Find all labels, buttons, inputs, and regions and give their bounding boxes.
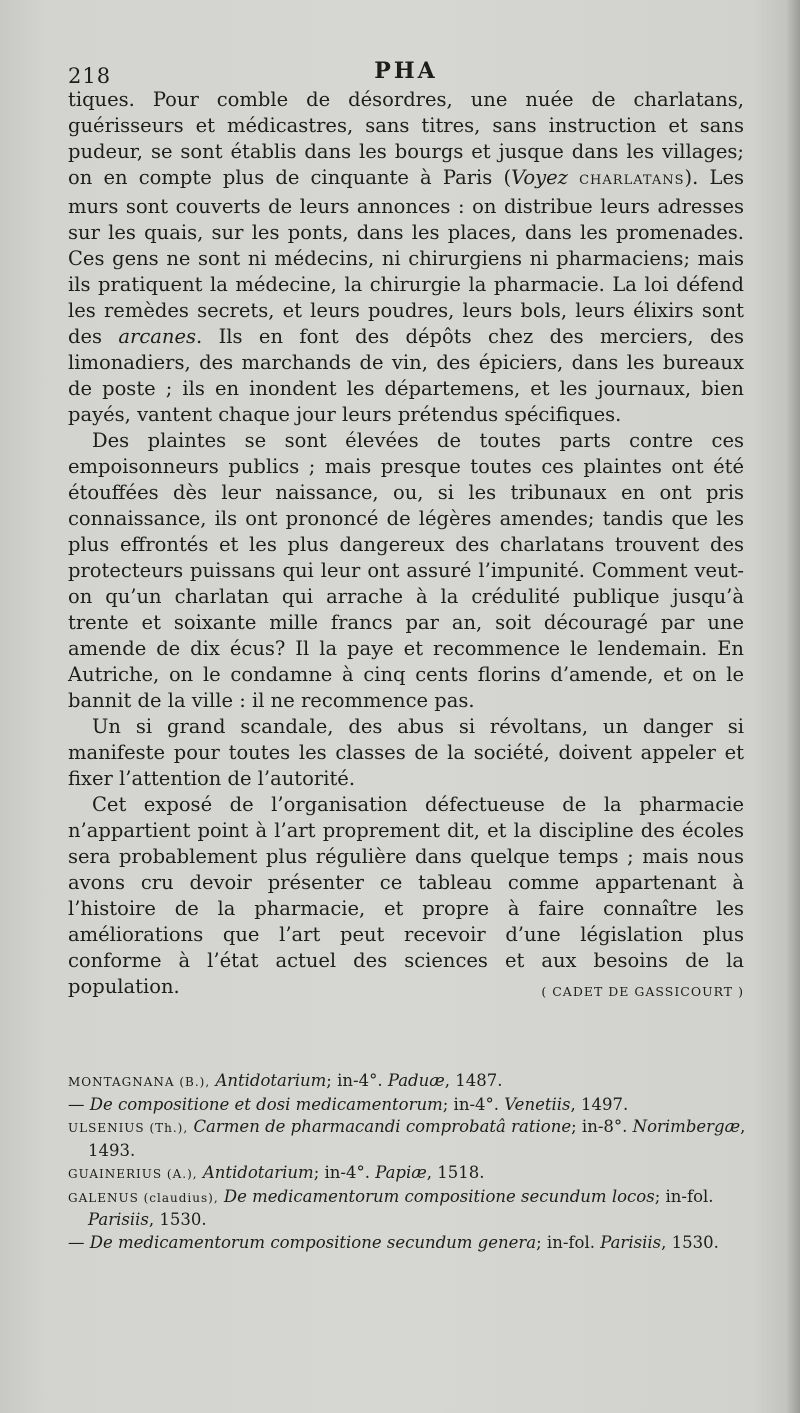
reference-place: Venetiis (504, 1094, 571, 1114)
reference-place: Parisiis (88, 1210, 149, 1229)
reference-title: De compositione et dosi medicamentorum (89, 1094, 443, 1114)
reference-place: Parisiis (600, 1232, 662, 1252)
arcanes-term: arcanes (118, 325, 197, 348)
reference-place: Paduæ (387, 1071, 445, 1090)
reference-format: ; in-4°. (442, 1094, 500, 1114)
reference-author: ULSENIUS (Th.), (68, 1121, 189, 1135)
paragraph-1 (68, 87, 744, 428)
reference-title: Antidotarium (202, 1163, 314, 1182)
reference-place: Norimbergæ (632, 1117, 741, 1136)
paragraph-1-start: tiques. Pour comble de désordres, une nuée de charlatans, guérisseurs et médicastres, sans titres, sans instruction et sans pudeur, se sont établis dans les bourgs et jusque dans les villages; on en compte plus de cinquante à Paris ( (68, 88, 744, 189)
reference-title: Carmen de pharmacandi comprobatâ ratione (193, 1117, 572, 1136)
voyez-ref: Voyez (511, 166, 568, 189)
page-edge-shadow (786, 0, 800, 1413)
reference-title: De medicamentorum compositione secundum locos (223, 1186, 655, 1206)
reference-year: , 1493. (88, 1117, 746, 1160)
paragraph-1-end: . Ils en font des dépôts chez des merciers, des limonadiers, des marchands de vin, des épiciers, dans les bureaux de poste ; ils en inondent les départemens, et les journaux, bien payés, vantent chaque jour leurs prétendus spécifiques. (68, 325, 744, 426)
reference-format: ; in-fol. (654, 1186, 714, 1206)
reference-year: , 1518. (426, 1163, 485, 1182)
reference-entry (68, 1116, 768, 1162)
paragraph-3: Un si grand scandale, des abus si révoltans, un danger si manifeste pour toutes les classes de la société, doivent appeler et fixer l’attention de l’autorité. (68, 715, 744, 790)
paragraph-2: Des plaintes se sont élevées de toutes parts contre ces empoisonneurs publics ; mais presque toutes ces plaintes ont été étouffées dès leur naissance, ou, si les tribunaux en ont pris connaissance, ils ont prononcé de légères amendes; tandis que les plus effrontés et les plus dangereux des charlatans trouvent des protecteurs puissans qui leur ont assuré l’impunité. Comment veut-on qu’un charlatan qui arrache à la crédulité publique jusqu’à trente et soixante mille francs par an, soit découragé par une amende de dix écus? Il la paye et recommence le lendemain. En Autriche, on le condamne à cinq cents florins d’amende, et on le bannit de la ville : il ne recommence pas. (68, 429, 744, 712)
reference-entry (68, 1070, 768, 1094)
reference-format: ; in-8°. (571, 1117, 628, 1136)
running-head: PHA (374, 58, 438, 84)
main-text (68, 87, 744, 1005)
paragraph-4 (68, 792, 744, 1000)
reference-author: GALENUS (claudius), (68, 1190, 219, 1205)
reference-format: ; in-4°. (313, 1163, 370, 1182)
reference-title: Antidotarium (215, 1071, 327, 1090)
paragraph-4-text: Cet exposé de l’organisation défectueuse de la pharmacie n’appartient point à l’art proprement dit, et la discipline des écoles sera probablement plus régulière dans quelque temps ; mais nous avons cru devoir présenter ce tableau comme appartenant à l’histoire de la pharmacie, et propre à faire connaître les améliorations que l’art peut recevoir d’une législation plus conforme à l’état actuel des sciences et aux besoins de la population. (68, 793, 744, 998)
reference-entry (68, 1162, 768, 1186)
reference-author: — (68, 1094, 85, 1114)
cross-reference: CHARLATANS (579, 173, 685, 188)
author-signature: ( CADET DE GASSICOURT ) (541, 984, 744, 999)
reference-year: , 1487. (444, 1071, 503, 1090)
reference-title: De medicamentorum compositione secundum genera (89, 1232, 537, 1252)
reference-year: , 1530. (148, 1210, 207, 1229)
reference-format: ; in-fol. (536, 1232, 595, 1252)
reference-year: , 1530. (661, 1232, 719, 1252)
reference-format: ; in-4°. (326, 1071, 383, 1090)
reference-entry (68, 1186, 768, 1232)
reference-entry (68, 1232, 768, 1255)
paragraph-1-middle: ). Les murs sont couverts de leurs annonces : on distribue leurs adresses sur les quais, sur les ponts, dans les places, dans les promenades. Ces gens ne sont ni médecins, ni chirurgiens ni pharmaciens; mais ils pratiquent la médecine, la chirurgie la pharmacie. La loi défend les remèdes secrets, et leurs poudres, leurs bols, leurs élixirs sont des (68, 166, 744, 348)
reference-author: GUAINERIUS (A.), (68, 1167, 198, 1181)
reference-place: Papiæ (375, 1163, 427, 1182)
reference-author: MONTAGNANA (B.), (68, 1075, 211, 1089)
reference-author: — (68, 1232, 85, 1252)
page-number: 218 (68, 64, 112, 88)
bibliography (68, 1070, 768, 1254)
reference-year: , 1497. (570, 1094, 629, 1114)
reference-entry (68, 1094, 768, 1117)
